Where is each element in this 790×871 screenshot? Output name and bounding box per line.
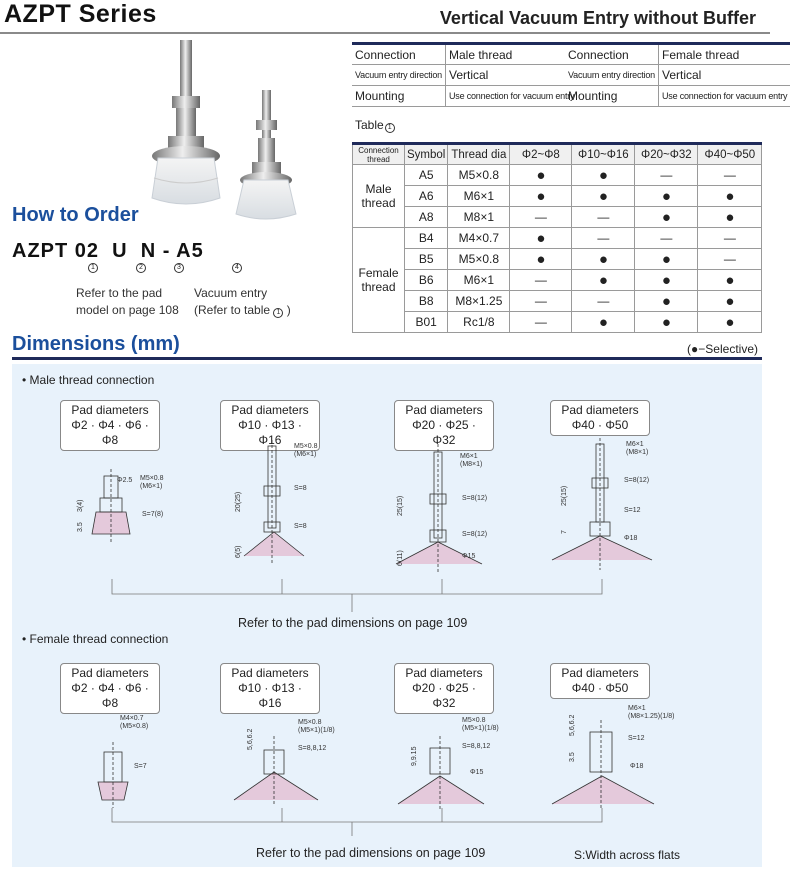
table-row <box>353 207 762 228</box>
availability-cell: ● <box>510 228 572 249</box>
vacuum-note: Vacuum entry (Refer to table 1 ) <box>194 286 291 317</box>
male-pad-box-1: Pad diameters Φ2 · Φ4 · Φ6 · Φ8 <box>60 400 160 451</box>
svg-text:S=8(12): S=8(12) <box>624 477 650 484</box>
availability-cell: — <box>572 207 635 228</box>
table-row <box>353 291 762 312</box>
svg-text:(M6×1): (M6×1) <box>294 451 317 458</box>
svg-text:S=7(8): S=7(8) <box>142 511 164 518</box>
svg-text:Φ18: Φ18 <box>630 763 644 770</box>
availability-cell: ● <box>572 165 635 186</box>
svg-text:7: 7 <box>561 530 568 534</box>
female-drawing-1 <box>98 715 148 808</box>
svg-text:5,6,6.2: 5,6,6.2 <box>569 714 576 736</box>
male-drawings <box>12 434 762 634</box>
svg-text:6(11): 6(11) <box>397 550 404 566</box>
male-pad-box-2: Pad diameters Φ10 · Φ13 · Φ16 <box>220 400 320 451</box>
symbol-cell: A5 <box>405 165 448 186</box>
suction-pad <box>152 158 220 204</box>
availability-cell: ● <box>635 312 698 333</box>
availability-cell: ● <box>635 207 698 228</box>
thread-cell: M6×1 <box>448 186 510 207</box>
availability-cell: ● <box>698 207 762 228</box>
svg-text:S=8: S=8 <box>294 485 307 492</box>
availability-cell: ● <box>698 270 762 291</box>
marker-2: 2 <box>136 263 146 273</box>
svg-text:S=8(12): S=8(12) <box>462 531 488 538</box>
male-drawing-3 <box>396 444 487 572</box>
hex-nut <box>172 96 200 108</box>
svg-text:3(4): 3(4) <box>77 499 84 512</box>
availability-cell: ● <box>635 291 698 312</box>
svg-text:S=8: S=8 <box>294 523 307 530</box>
svg-text:Φ15: Φ15 <box>462 553 476 560</box>
female-drawing-4 <box>552 705 675 810</box>
svg-text:3.5: 3.5 <box>569 752 576 762</box>
svg-text:S=8,8,12: S=8,8,12 <box>298 745 327 752</box>
male-pad-box-4: Pad diameters Φ40 · Φ50 <box>550 400 650 436</box>
female-pad-box-4: Pad diameters Φ40 · Φ50 <box>550 663 650 699</box>
svg-text:(M5×0.8): (M5×0.8) <box>120 723 149 730</box>
svg-text:Φ15: Φ15 <box>470 769 484 776</box>
availability-cell: ● <box>635 249 698 270</box>
availability-cell: — <box>698 165 762 186</box>
table1-label: Table 1 <box>355 118 395 133</box>
svg-text:M5×0.8: M5×0.8 <box>298 719 322 726</box>
availability-cell: — <box>510 312 572 333</box>
thread-cell: Rc1/8 <box>448 312 510 333</box>
page-subtitle: Vertical Vacuum Entry without Buffer <box>439 8 756 28</box>
table-row <box>353 186 762 207</box>
svg-text:5,6,6.2: 5,6,6.2 <box>247 728 254 750</box>
refer-note-female: Refer to the pad dimensions on page 109 <box>256 846 486 860</box>
svg-text:Φ2.5: Φ2.5 <box>117 477 133 484</box>
table-row <box>353 228 762 249</box>
availability-cell: — <box>572 291 635 312</box>
svg-text:M6×1: M6×1 <box>628 705 646 712</box>
availability-cell: ● <box>698 312 762 333</box>
svg-text:M5×0.8: M5×0.8 <box>140 475 164 482</box>
availability-cell: — <box>510 270 572 291</box>
svg-text:(M8×1.25)(1/8): (M8×1.25)(1/8) <box>628 713 675 720</box>
availability-cell: ● <box>698 186 762 207</box>
female-section-label: • Female thread connection <box>22 632 169 646</box>
availability-cell: ● <box>698 291 762 312</box>
availability-cell: ● <box>510 186 572 207</box>
svg-text:M5×0.8: M5×0.8 <box>462 717 486 724</box>
svg-text:(M5×1)(1/8): (M5×1)(1/8) <box>298 727 335 734</box>
spec-table-male: Connection Male thread Vacuum entry direction Vertical Mounting Use connection for vacuum entry <box>352 42 577 107</box>
svg-text:S=12: S=12 <box>624 507 641 514</box>
table-row <box>353 165 762 186</box>
svg-text:25(15): 25(15) <box>561 485 568 506</box>
symbol-cell: B5 <box>405 249 448 270</box>
availability-cell: — <box>510 207 572 228</box>
svg-text:S=8,8,12: S=8,8,12 <box>462 743 491 750</box>
svg-text:M6×1: M6×1 <box>626 441 644 448</box>
product-photo <box>150 38 330 228</box>
refer-note-male: Refer to the pad dimensions on page 109 <box>238 616 468 630</box>
symbol-cell: A8 <box>405 207 448 228</box>
table-row <box>353 312 762 333</box>
svg-text:6(5): 6(5) <box>235 545 242 558</box>
male-drawing-4 <box>552 438 652 570</box>
how-to-order-title: How to Order <box>12 204 139 226</box>
selective-legend: (●−Selective) <box>687 342 758 356</box>
dimensions-title: Dimensions (mm) <box>12 333 180 355</box>
svg-text:3.5: 3.5 <box>77 522 84 532</box>
thread-cell: M6×1 <box>448 270 510 291</box>
svg-text:Φ18: Φ18 <box>624 535 638 542</box>
female-drawing-3 <box>398 717 499 810</box>
pad-note: Refer to the pad model on page 108 <box>76 286 179 317</box>
footnote: S:Width across flats <box>574 848 681 862</box>
availability-cell: ● <box>510 165 572 186</box>
thread-cell: M8×1.25 <box>448 291 510 312</box>
thread-cell: M5×0.8 <box>448 249 510 270</box>
availability-cell: — <box>635 165 698 186</box>
availability-cell: — <box>698 228 762 249</box>
availability-cell: ● <box>572 249 635 270</box>
page-title: AZPT Series <box>4 0 157 28</box>
symbol-cell: B6 <box>405 270 448 291</box>
symbol-cell: B01 <box>405 312 448 333</box>
availability-cell: — <box>510 291 572 312</box>
header-divider <box>0 32 770 34</box>
marker-4: 4 <box>232 263 242 273</box>
male-drawing-1 <box>77 469 164 544</box>
symbol-cell: B8 <box>405 291 448 312</box>
female-drawing-2 <box>234 719 335 806</box>
table-row <box>353 270 762 291</box>
group-cell: Male thread <box>353 165 405 228</box>
svg-text:M6×1: M6×1 <box>460 453 478 460</box>
marker-3: 3 <box>174 263 184 273</box>
female-pad-box-2: Pad diameters Φ10 · Φ13 · Φ16 <box>220 663 320 714</box>
availability-cell: — <box>572 228 635 249</box>
symbol-cell: B4 <box>405 228 448 249</box>
thread-stem <box>180 40 192 100</box>
spec-table-female: Connection Female thread Vacuum entry direction Vertical Mounting Use connection for vacuum entry <box>565 42 790 107</box>
svg-text:(M6×1): (M6×1) <box>140 483 163 490</box>
male-pad-box-3: Pad diameters Φ20 · Φ25 · Φ32 <box>394 400 494 451</box>
marker-1: 1 <box>88 263 98 273</box>
dimensions-divider <box>12 357 762 360</box>
thread-cell: M4×0.7 <box>448 228 510 249</box>
svg-text:(M8×1): (M8×1) <box>626 449 649 456</box>
svg-text:S=12: S=12 <box>628 735 645 742</box>
female-drawings <box>12 696 762 846</box>
svg-text:9,9.15: 9,9.15 <box>411 746 418 766</box>
order-code: AZPT 02 U N - A5 <box>12 240 204 262</box>
male-drawing-2 <box>235 440 318 564</box>
female-pad-box-3: Pad diameters Φ20 · Φ25 · Φ32 <box>394 663 494 714</box>
svg-text:M5×0.8: M5×0.8 <box>294 443 318 450</box>
svg-text:(M5×1)(1/8): (M5×1)(1/8) <box>462 725 499 732</box>
table-row <box>353 249 762 270</box>
svg-text:S=8(12): S=8(12) <box>462 495 488 502</box>
thread-cell: M8×1 <box>448 207 510 228</box>
availability-cell: ● <box>572 312 635 333</box>
group-cell: Female thread <box>353 228 405 333</box>
availability-cell: ● <box>510 249 572 270</box>
symbol-cell: A6 <box>405 186 448 207</box>
male-section-label: • Male thread connection <box>22 373 155 387</box>
dimensions-panel <box>12 364 762 867</box>
svg-text:20(25): 20(25) <box>235 491 242 512</box>
connection-table: Connection thread Symbol Thread dia Φ2~Φ8 Φ10~Φ16 Φ20~Φ32 Φ40~Φ50 Male thread A5 M5×0.8 ● ● — — A6 M6×1 ● ● ● ● A8 M8×1 — — ● ● Female thread B4 M4×0.7 ● — — — B5 M5×0.8 ● ● ● — B6 M6×1 — ● ● ● B8 M8×1.25 — — ● ● B01 Rc1/8 — ● ● ● <box>352 142 762 333</box>
availability-cell: ● <box>635 270 698 291</box>
female-pad-box-1: Pad diameters Φ2 · Φ4 · Φ6 · Φ8 <box>60 663 160 714</box>
svg-text:M4×0.7: M4×0.7 <box>120 715 144 722</box>
availability-cell: — <box>698 249 762 270</box>
svg-text:S=7: S=7 <box>134 763 147 770</box>
thread-cell: M5×0.8 <box>448 165 510 186</box>
availability-cell: ● <box>635 186 698 207</box>
svg-text:25(15): 25(15) <box>397 495 404 516</box>
availability-cell: ● <box>572 186 635 207</box>
availability-cell: ● <box>572 270 635 291</box>
svg-text:(M8×1): (M8×1) <box>460 461 483 468</box>
availability-cell: — <box>635 228 698 249</box>
